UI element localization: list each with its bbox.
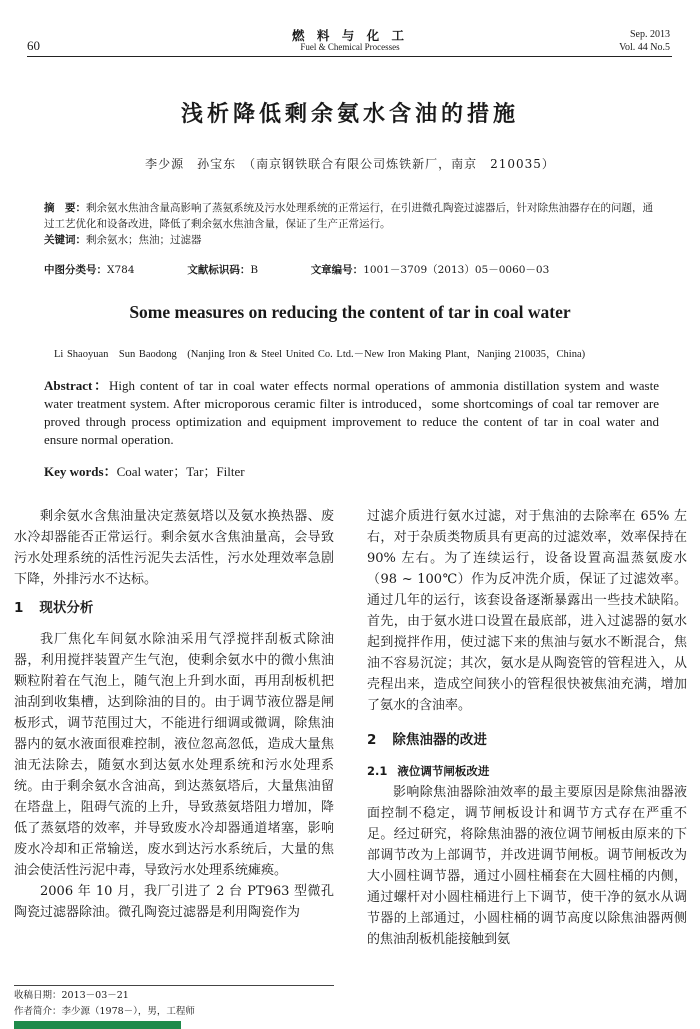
subsection-heading xyxy=(367,761,687,782)
abstract-cn-text: 剩余氨水焦油含量高影响了蒸氨系统及污水处理系统的正常运行，在引进微孔陶瓷过滤器后，针对除焦油器存在的问题，通过工艺优化和设备改进，降低了剩余氨水焦油含量，保证了生产正常运行。 xyxy=(44,202,653,230)
authors-en: Li Shaoyuan Sun Baodong (Nanjing Iron & Steel United Co. Ltd.－New Iron Making Plant，Nanjing 210035，China) xyxy=(54,349,586,360)
section-number: 2 xyxy=(367,732,377,748)
section-title: 现状分析 xyxy=(39,600,94,616)
body-column-right xyxy=(367,506,687,950)
body-paragraph: 2006 年 10 月，我厂引进了 2 台 PT963 型微孔陶瓷过滤器除油。微孔陶瓷过滤器是利用陶瓷作为 xyxy=(14,884,334,920)
section-heading-2 xyxy=(367,730,687,751)
article-title-en: Some measures on reducing the content of tar in coal water xyxy=(129,302,571,322)
article-number xyxy=(311,262,550,277)
body-paragraph: 影响除焦油器除油效率的最主要原因是除焦油器液面控制不稳定，调节闸板设计和调节方式存在严重不足。经过研究，将除焦油器的液位调节闸板由原来的下部调节改为上部调节，并改进调节闸板。调节闸板改为大小圆柱调节器，通过小圆柱桶套在大圆柱桶的内侧，通过螺杆对小圆柱桶进行上下调节，使干净的氨水从调节器的上部通过，小圆柱桶的调节高度以除焦油器两侧的焦油刮板机能接触到氨 xyxy=(367,785,687,947)
issue-volume: Vol. 44 No.5 xyxy=(619,42,670,53)
footnote-rule xyxy=(14,985,334,986)
running-header xyxy=(0,0,700,60)
abstract-cn-label: 摘 要： xyxy=(44,202,86,214)
doc-code xyxy=(187,262,307,277)
abstract-en xyxy=(44,377,659,449)
subsection-title: 液位调节闸板改进 xyxy=(397,764,490,778)
keywords-en-label: Key words： xyxy=(44,464,117,479)
body-paragraph: 我厂焦化车间氨水除油采用气浮搅拌刮板式除油器，利用搅拌装置产生气泡，使剩余氨水中的微小焦油颗粒附着在气泡上，随气泡上升到水面，再用刮板机把油刮到收集槽，达到除油的目的。由于调节液位器是闸板形式，调节范围过大，不能进行细调或微调，除焦油器内的氨水液面很难控制，液位忽高忽低，造成大量焦油无法除去，随氨水到达氨水处理系统和污水处理系统。由于剩余氨水含油高，到达蒸氨塔后，大量焦油留在塔盘上，阻碍气流的上升，导致蒸氨塔阻力增加，降低了蒸氨塔的效率，并导致废水冷却器通道堵塞，影响废水冷却和正常输送，废水到达污水系统后，大量的焦油会使活性污泥中毒，导致污水处理系统瘫痪。 xyxy=(14,632,334,878)
page-number: 60 xyxy=(27,38,40,53)
journal-title-cn: 燃 料 与 化 工 xyxy=(292,28,408,43)
keywords-en xyxy=(44,461,245,480)
doc-value: B xyxy=(250,264,259,276)
abstract-en-label: Abstract： xyxy=(44,378,109,393)
abstract-cn xyxy=(44,200,659,248)
keywords-cn xyxy=(44,232,659,248)
body-column-left xyxy=(14,506,334,923)
issue-date: Sep. 2013 xyxy=(630,29,670,40)
body-paragraph: 剩余氨水含焦油量决定蒸氨塔以及氨水换热器、废水冷却器能否正常运行。剩余氨水含焦油量高，会导致污水处理系统的活性污泥失去活性，污水处理效率急剧下降，外排污水不达标。 xyxy=(14,509,334,587)
footer-color-bar xyxy=(14,1021,181,1029)
abstract-cn-paragraph xyxy=(44,200,659,232)
article-label: 文章编号： xyxy=(310,264,364,276)
section-title: 除焦油器的改进 xyxy=(392,732,487,748)
keywords-cn-label: 关键词： xyxy=(44,234,86,246)
article-value: 1001－3709（2013）05－0060－03 xyxy=(363,264,550,276)
section-heading-1 xyxy=(14,598,334,619)
article-title-cn: 浅析降低剩余氨水含油的措施 xyxy=(180,102,519,127)
header-rule xyxy=(27,56,672,57)
journal-title-en: Fuel & Chemical Processes xyxy=(300,42,400,52)
clc-value: X784 xyxy=(107,264,135,276)
classification-row xyxy=(44,262,659,277)
authors-cn: 李少源 孙宝东 （南京钢铁联合有限公司炼铁新厂，南京 210035） xyxy=(145,157,555,171)
clc-code xyxy=(44,262,184,277)
abstract-en-text: High content of tar in coal water effects normal operations of ammonia distillation system and waste water treatment system. After microporous ceramic filter is introduced，some shortcomings of coal tar remover are proved through process optimization and equipment improvement to reduce the content of tar in coal water and ensure normal operation. xyxy=(44,378,659,447)
clc-label: 中图分类号： xyxy=(44,264,107,276)
doc-label: 文献标识码： xyxy=(187,264,251,276)
author-bio: 作者简介：李少源（1978－），男，工程师 xyxy=(14,1006,195,1017)
keywords-en-text: Coal water；Tar；Filter xyxy=(116,464,245,479)
received-date: 收稿日期：2013－03－21 xyxy=(14,990,129,1001)
subsection-number: 2.1 xyxy=(367,764,388,778)
keywords-cn-text: 剩余氨水；焦油；过滤器 xyxy=(86,234,202,246)
body-paragraph: 过滤介质进行氨水过滤，对于焦油的去除率在 65% 左右，对于杂质类物质具有更高的过滤效率，效率保持在 90% 左右。为了连续运行，设备设置高温蒸氨废水（98 ~ 100℃）作为反冲洗介质，保证了过滤效率。通过几年的运行，该套设备逐渐暴露出一些技术缺陷。首先，由于氨水进口设置在最底部，进入过滤器的氨水起到搅拌作用，使过滤下来的焦油与氨水不断混合，焦油不容易沉淀；其次，氨水是从陶瓷管的管程进入，从壳程出来，造成空间狭小的管程很快被焦油充满，增加了氨水的含油率。 xyxy=(367,509,687,713)
section-number: 1 xyxy=(14,600,24,616)
